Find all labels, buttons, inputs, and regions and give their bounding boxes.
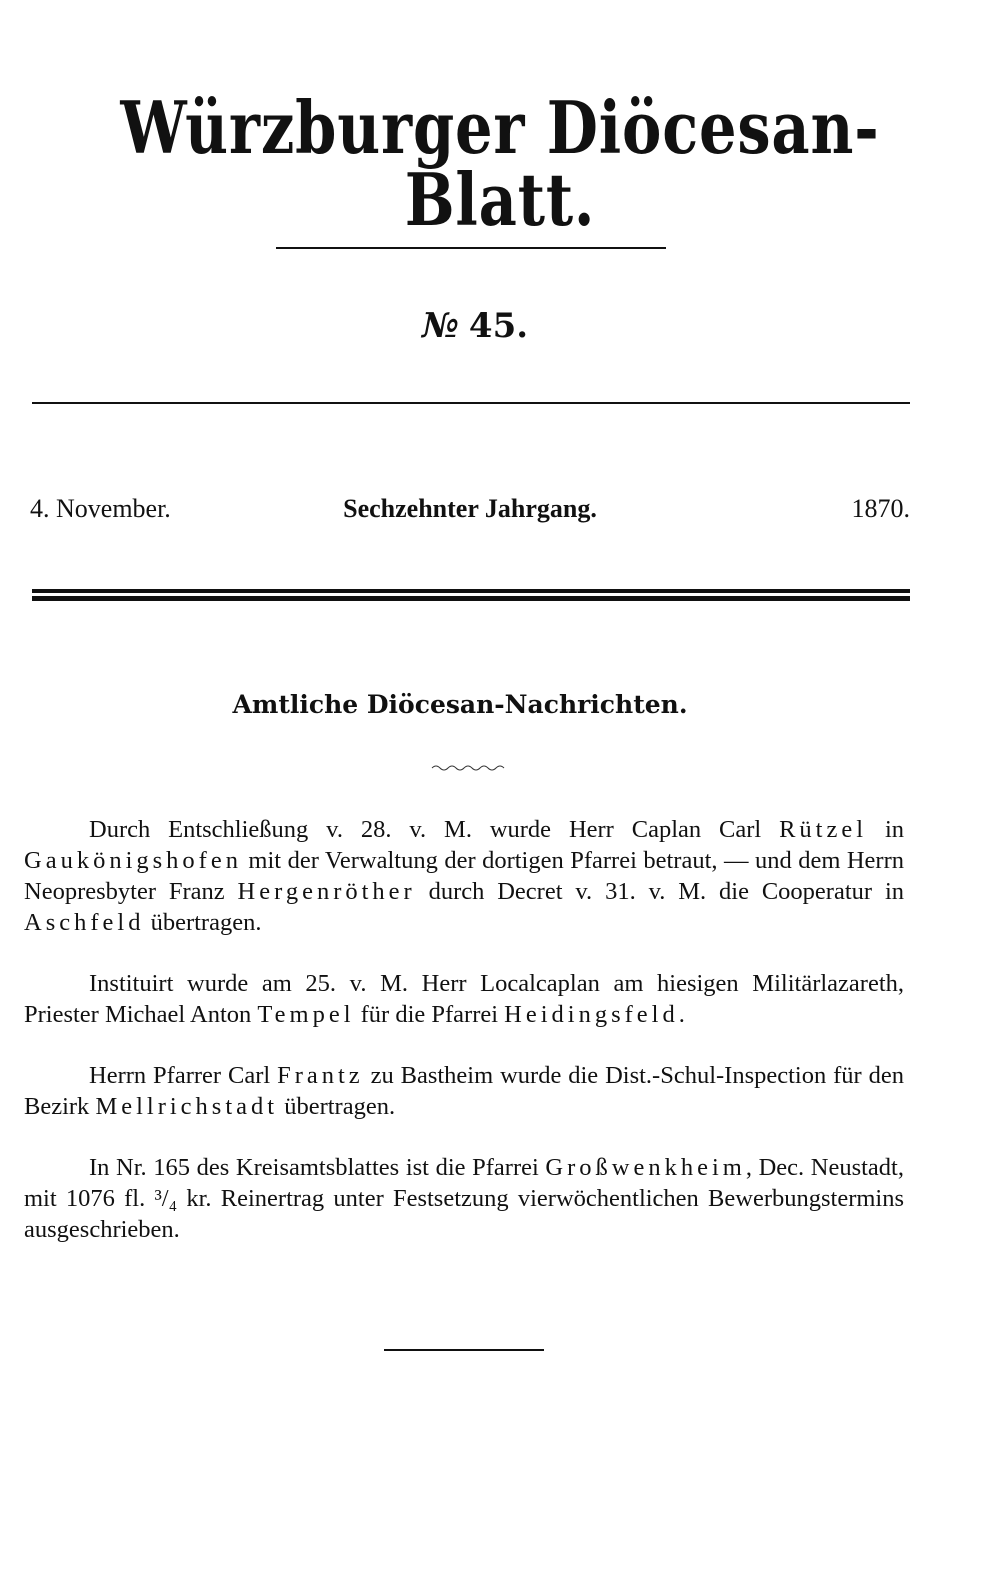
- paragraph-1: Durch Entschließung v. 28. v. M. wurde Herr Caplan Carl Rützel in Gaukönigshofen mit der Verwaltung der dortigen Pfarrei betraut, — und dem Herrn Neopresbyter Franz Hergenröther durch Decret v. 31. v. M. die Cooperatur in Aschfeld übertragen.: [24, 816, 905, 936]
- person-name: Frantz: [277, 1062, 364, 1089]
- place-name: Mellrichstadt: [95, 1093, 279, 1120]
- place-name: Heidingsfeld: [504, 1001, 679, 1028]
- body-text: [24, 814, 904, 1275]
- place-name: Gaukönigshofen: [24, 847, 242, 874]
- thick-rule-bottom: [32, 596, 910, 601]
- paragraph-2: Instituirt wurde am 25. v. M. Herr Localcaplan am hiesigen Militärlazareth, Priester Michael Anton Tempel für die Pfarrei Heidingsfeld.: [24, 970, 904, 1028]
- paragraph-4: In Nr. 165 des Kreisamtsblattes ist die Pfarrei Großwenkheim, Dec. Neustadt, mit 1076 fl. ³/₄ kr. Reinertrag unter Festsetzung vierwöchentlichen Bewerbungstermins ausgeschrieben.: [24, 1154, 904, 1243]
- issue-symbol: №: [421, 306, 459, 346]
- closing-rule: [384, 1349, 544, 1351]
- section-title: Amtliche Diöcesan-Nachrichten.: [232, 690, 688, 719]
- masthead-title: Würzburger Diöcesan-Blatt.: [120, 85, 880, 242]
- volume-label: Sechzehnter Jahrgang.: [343, 494, 597, 523]
- person-name: Hergenröther: [237, 878, 416, 905]
- place-name: Aschfeld: [24, 909, 145, 936]
- issue-number: [0, 306, 950, 346]
- ornament-divider: [430, 762, 510, 772]
- person-name: Tempel: [257, 1001, 355, 1028]
- masthead-rule: [276, 247, 666, 249]
- issue-rule: [32, 402, 910, 404]
- paragraph-3: Herrn Pfarrer Carl Frantz zu Bastheim wurde die Dist.-Schul-Inspection für den Bezirk Mellrichstadt übertragen.: [24, 1062, 904, 1120]
- person-name: Rützel: [779, 816, 868, 843]
- dateline: [30, 494, 910, 534]
- place-name: Großwenkheim: [545, 1154, 746, 1181]
- issue-year: 1870.: [851, 494, 910, 523]
- thick-rule-top: [32, 589, 910, 593]
- issue-value: 45.: [468, 306, 529, 346]
- issue-date: 4. November.: [30, 494, 171, 523]
